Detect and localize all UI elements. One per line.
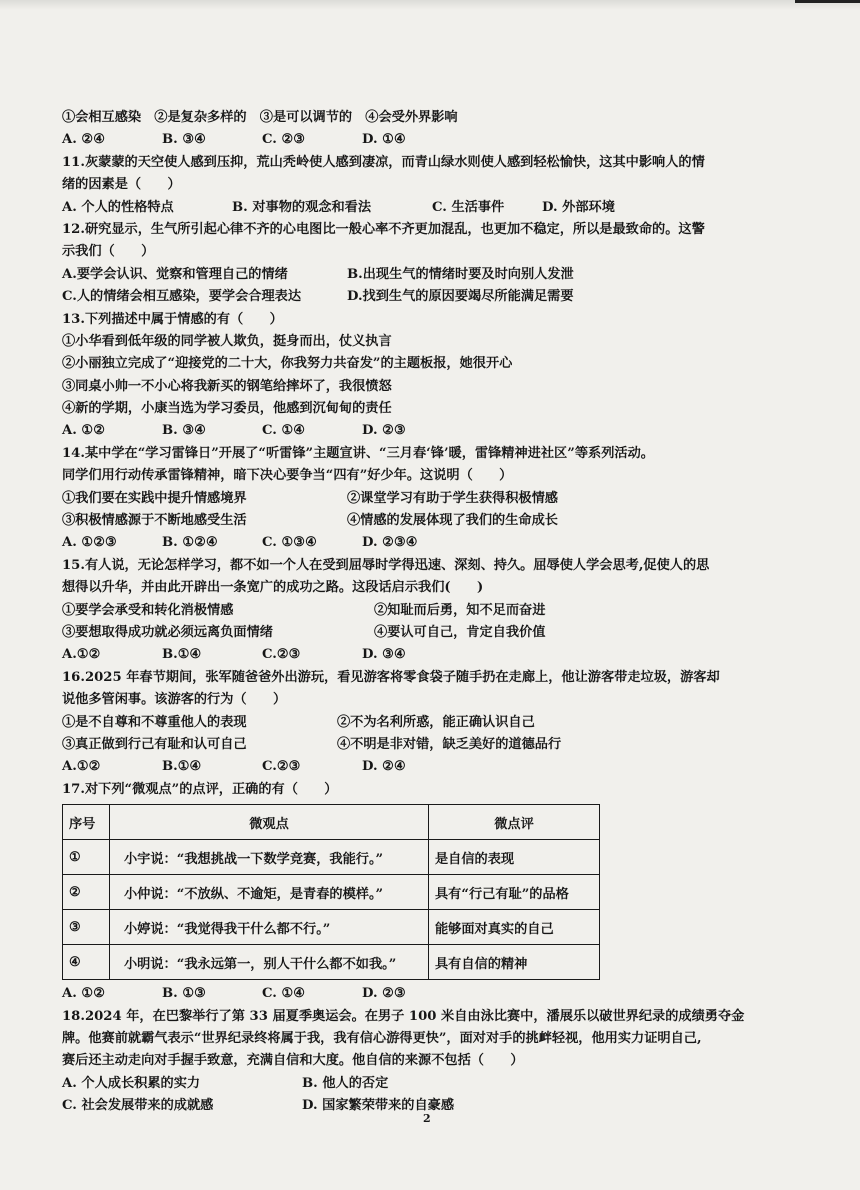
choice-a: A. ①②: [62, 986, 106, 1002]
q11-stem-2: 绪的因素是（ ）: [62, 177, 181, 193]
scan-edge-shade: [0, 0, 860, 10]
q11-choices: [62, 198, 802, 220]
q15-item-1: ①要学会承受和转化消极情感: [62, 602, 234, 618]
table-row: [63, 910, 600, 945]
q14-stem-2: 同学们用行动传承雷锋精神，暗下决心要争当“四有”好少年。这说明（ ）: [62, 468, 513, 484]
table-row: [63, 840, 600, 875]
q16-stem-2: 说他多管闲事。该游客的行为（ ）: [62, 692, 287, 708]
q14-item-3: ③积极情感源于不断地感受生活: [62, 513, 247, 529]
q13-stem: 13.下列描述中属于情感的有（ ）: [62, 311, 283, 327]
row-index: ③: [63, 910, 110, 945]
q13-item-4: ④新的学期，小康当选为学习委员，他感到沉甸甸的责任: [62, 401, 392, 417]
choice-c: C.②③: [262, 647, 301, 663]
choice-b: B. ①②④: [162, 535, 218, 551]
choice-c: C. ①④: [262, 423, 306, 439]
q16-items-12: [62, 713, 802, 735]
row-comment: 能够面对真实的自己: [429, 910, 600, 945]
choice-b: B. ①③: [162, 986, 206, 1002]
row-comment: 具有自信的精神: [429, 945, 600, 980]
row-index: ④: [63, 945, 110, 980]
q15-item-4: ④要认可自己，肯定自我价值: [374, 624, 546, 640]
q16-item-3: ③真正做到行己有耻和认可自己: [62, 736, 247, 752]
choice-c: C.人的情绪会相互感染，要学会合理表达: [62, 289, 302, 305]
q12-stem-2: 示我们（ ）: [62, 244, 155, 260]
q16-item-4: ④不明是非对错，缺乏美好的道德品行: [337, 736, 562, 752]
choice-d: D. ②③: [362, 986, 406, 1002]
q18-choices-ab: [62, 1074, 802, 1096]
q17-stem: 17.对下列“微观点”的点评，正确的有（ ）: [62, 781, 338, 797]
row-comment: 具有“行己有耻”的品格: [429, 875, 600, 910]
q11-stem-1: 11.灰蒙蒙的天空使人感到压抑，荒山秃岭使人感到凄凉，而青山绿水则使人感到轻松愉快，这其中影响人的情: [62, 154, 705, 170]
choice-a: A. ①②③: [62, 535, 117, 551]
q14-item-2: ②课堂学习有助于学生获得积极情感: [347, 490, 558, 506]
choice-b: B. ③④: [162, 423, 206, 439]
q15-item-2: ②知耻而后勇，知不足而奋进: [374, 602, 546, 618]
choice-b: B.①④: [162, 647, 202, 663]
q14-item-4: ④情感的发展体现了我们的生命成长: [347, 513, 558, 529]
choice-a: A. 个人的性格特点: [62, 199, 174, 215]
q13-choices: [62, 421, 802, 443]
q16-choices: [62, 757, 802, 779]
choice-b: B. ③④: [162, 132, 206, 148]
q15-stem-1: 15.有人说，无论怎样学习，都不如一个人在受到屈辱时学得迅速、深刻、持久。屈辱使人学会思考,促使人的思: [62, 557, 710, 573]
row-viewpoint: 小仲说：“不放纵、不逾矩，是青春的模样。”: [110, 875, 429, 910]
row-viewpoint: 小婷说：“我觉得我干什么都不行。”: [110, 910, 429, 945]
q13-item-1: ①小华看到低年级的同学被人欺负，挺身而出，仗义执言: [62, 333, 392, 349]
q13-item-3: ③同桌小帅一不小心将我新买的钢笔给摔坏了，我很愤怒: [62, 378, 392, 394]
choice-c: C.②③: [262, 759, 301, 775]
choice-d: D. 外部环境: [542, 199, 615, 215]
choice-d: D. 国家繁荣带来的自豪感: [302, 1098, 455, 1114]
q16-item-2: ②不为名利所惑，能正确认识自己: [337, 714, 535, 730]
choice-a: A. ②④: [62, 132, 106, 148]
choice-d: D. ①④: [362, 132, 406, 148]
q15-choices: [62, 645, 802, 667]
q16-stem-1: 16.2025 年春节期间，张军随爸爸外出游玩，看见游客将零食袋子随手扔在走廊上，他让游客带走垃圾，游客却: [62, 669, 720, 685]
q18-choices-cd: [62, 1096, 802, 1118]
q18-stem-2: 牌。他赛前就霸气表示“世界纪录终将属于我，我有信心游得更快”，面对对手的挑衅轻视，他用实力证明自己,: [62, 1030, 702, 1046]
q18-stem-3: 赛后还主动走向对手握手致意，充满自信和大度。他自信的来源不包括（ ）: [62, 1053, 524, 1069]
q14-items-34: [62, 511, 802, 533]
q12-stem-1: 12.研究显示，生气所引起心律不齐的心电图比一般心率不齐更加混乱，也更加不稳定，所以是最致命的。这警: [62, 221, 705, 237]
q17-choices: [62, 984, 802, 1006]
q13-item-2: ②小丽独立完成了“迎接党的二十大，你我努力共奋发”的主题板报，她很开心: [62, 356, 513, 372]
table-row: [63, 945, 600, 980]
choice-a: A.要学会认识、觉察和管理自己的情绪: [62, 266, 288, 282]
row-index: ①: [63, 840, 110, 875]
q16-item-1: ①是不自尊和不尊重他人的表现: [62, 714, 247, 730]
choice-c: C. ①③④: [262, 535, 317, 551]
q17-table: [62, 804, 600, 980]
choice-d: D.找到生气的原因要竭尽所能满足需要: [347, 289, 574, 305]
header-index: 序号: [63, 805, 110, 840]
row-viewpoint: 小明说：“我永远第一，别人干什么都不如我。”: [110, 945, 429, 980]
table-header-row: [63, 805, 600, 840]
questions-area: [62, 108, 802, 1118]
choice-a: A.①②: [62, 759, 101, 775]
q10-options: ①会相互感染 ②是复杂多样的 ③是可以调节的 ④会受外界影响: [62, 110, 458, 125]
q10-choices: [62, 130, 802, 152]
q12-choices-cd: [62, 287, 802, 309]
q15-stem-2: 想得以升华，并由此开辟出一条宽广的成功之路。这段话启示我们( ): [62, 580, 484, 596]
q15-item-3: ③要想取得成功就必须远离负面情绪: [62, 624, 273, 640]
scan-edge-line: [795, 0, 860, 3]
q14-items-12: [62, 489, 802, 511]
page-number: 2: [423, 1112, 431, 1125]
q14-choices: [62, 533, 802, 555]
q12-choices-ab: [62, 265, 802, 287]
q15-items-12: [62, 601, 802, 623]
row-viewpoint: 小宇说：“我想挑战一下数学竞赛，我能行。”: [110, 840, 429, 875]
choice-b: B.出现生气的情绪时要及时向别人发泄: [347, 266, 574, 282]
choice-a: A. 个人成长积累的实力: [62, 1075, 201, 1091]
row-index: ②: [63, 875, 110, 910]
choice-a: A.①②: [62, 647, 101, 663]
choice-d: D. ②④: [362, 759, 406, 775]
header-viewpoint: 微观点: [110, 805, 429, 840]
choice-c: C. ①④: [262, 986, 306, 1002]
row-comment: 是自信的表现: [429, 840, 600, 875]
q14-stem-1: 14.某中学在“学习雷锋日”开展了“听雷锋”主题宣讲、“三月春‘锋’暖，雷锋精神进社区”等系列活动。: [62, 445, 654, 461]
choice-c: C. 社会发展带来的成就感: [62, 1098, 214, 1114]
header-comment: 微点评: [429, 805, 600, 840]
choice-b: B.①④: [162, 759, 202, 775]
choice-d: D. ②③: [362, 423, 406, 439]
q14-item-1: ①我们要在实践中提升情感境界: [62, 490, 247, 506]
q15-items-34: [62, 623, 802, 645]
choice-b: B. 他人的否定: [302, 1075, 389, 1091]
q18-stem-1: 18.2024 年，在巴黎举行了第 33 届夏季奥运会。在男子 100 米自由泳比赛中，潘展乐以破世界纪录的成绩勇夺金: [62, 1008, 745, 1024]
choice-d: D. ③④: [362, 647, 406, 663]
choice-b: B. 对事物的观念和看法: [232, 199, 372, 215]
q16-items-34: [62, 735, 802, 757]
choice-a: A. ①②: [62, 423, 106, 439]
table-row: [63, 875, 600, 910]
choice-d: D. ②③④: [362, 535, 418, 551]
choice-c: C. 生活事件: [432, 199, 505, 215]
choice-c: C. ②③: [262, 132, 306, 148]
